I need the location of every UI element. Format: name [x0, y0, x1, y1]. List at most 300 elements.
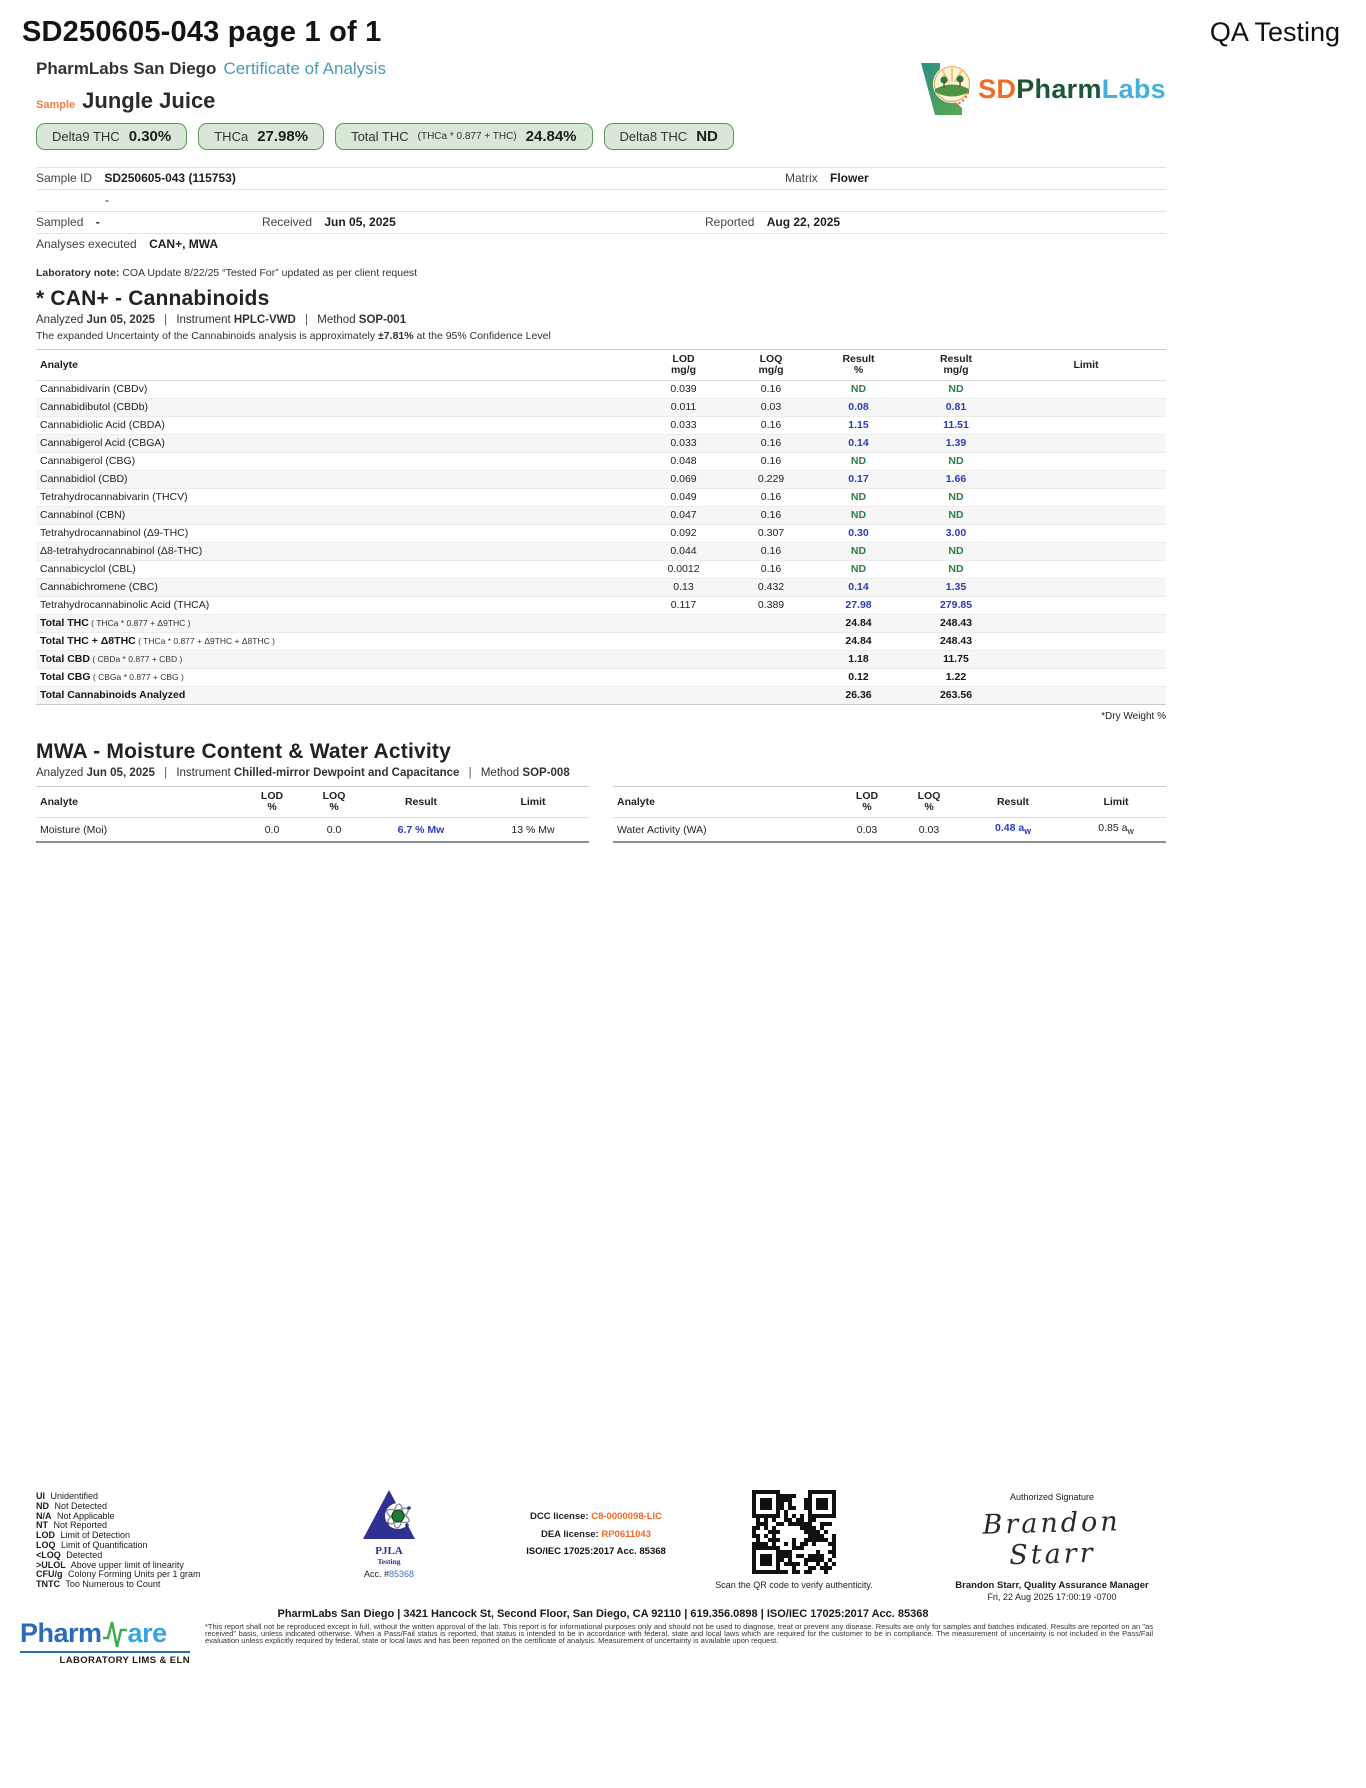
- analyte-name: Cannabidibutol (CBDb): [40, 401, 148, 413]
- loq-cell: 0.16: [731, 417, 811, 435]
- dcc-license-value: C8-0000098-LIC: [591, 1511, 662, 1522]
- header-line: %: [267, 801, 277, 813]
- limit-cell: [1006, 435, 1166, 453]
- pharmware-logo: [20, 1618, 190, 1666]
- pharmware-wave-icon: [102, 1618, 128, 1650]
- mwa-table-left: [36, 786, 589, 843]
- result-pct-cell: 24.84: [811, 633, 906, 651]
- cannabinoids-section-title: * CAN+ - Cannabinoids: [36, 287, 270, 310]
- header-line: LOD: [855, 790, 879, 802]
- logo-pharm-text: Pharm: [1016, 73, 1102, 104]
- result-mg-cell: ND: [906, 543, 1006, 561]
- certificate-header: [36, 59, 1166, 79]
- corner-label: QA Testing: [1209, 17, 1340, 47]
- column-header-analyte: Analyte: [36, 350, 636, 381]
- dcc-license-label: DCC license:: [529, 1511, 589, 1522]
- footer: [0, 1488, 1366, 1728]
- lod-cell: 0.033: [636, 417, 731, 435]
- analyte-cell: [36, 687, 636, 705]
- column-header-result: Result: [365, 787, 477, 818]
- analyzed-value: Jun 05, 2025: [86, 767, 155, 779]
- table-header-row: [36, 350, 1166, 381]
- limit-cell: [1006, 543, 1166, 561]
- limit-cell: [1006, 579, 1166, 597]
- lod-cell: 0.0012: [636, 561, 731, 579]
- lod-cell: [636, 687, 731, 705]
- result-pct-cell: 1.15: [811, 417, 906, 435]
- lod-cell: [636, 669, 731, 687]
- analyte-name: Cannabidiol (CBD): [40, 473, 128, 485]
- result-value: 0.48: [994, 822, 1016, 834]
- analyte-name: Δ8-tetrahydrocannabinol (Δ8-THC): [40, 545, 203, 557]
- pill-value: 0.30%: [128, 128, 172, 145]
- legend-item: TNTC Too Numerous to Count: [36, 1579, 161, 1590]
- header-line: %: [924, 801, 934, 813]
- table-row: [36, 561, 1166, 579]
- sampled-value: -: [95, 215, 100, 229]
- loq-cell: [731, 669, 811, 687]
- loq-cell: 0.03: [898, 818, 960, 843]
- sample-name: Jungle Juice: [82, 88, 216, 113]
- analyte-name: Cannabigerol (CBG): [40, 455, 136, 467]
- limit-cell: [1006, 525, 1166, 543]
- result-mg-cell: ND: [906, 381, 1006, 399]
- top-bar: [0, 0, 1366, 49]
- table-row: [36, 579, 1166, 597]
- loq-cell: 0.16: [731, 381, 811, 399]
- header-line: mg/g: [943, 364, 969, 376]
- result-mg-cell: ND: [906, 489, 1006, 507]
- loq-cell: 0.16: [731, 453, 811, 471]
- result-mg-cell: 248.43: [906, 633, 1006, 651]
- analyte-cell: [36, 633, 636, 651]
- lod-cell: 0.13: [636, 579, 731, 597]
- pill-label: Delta9 THC: [52, 129, 120, 144]
- laboratory-note: [36, 267, 1166, 279]
- meta-row-dates: [36, 212, 1166, 234]
- loq-cell: 0.16: [731, 561, 811, 579]
- table-row: [613, 818, 1166, 843]
- loq-cell: 0.16: [731, 543, 811, 561]
- loq-cell: 0.16: [731, 489, 811, 507]
- lod-cell: 0.048: [636, 453, 731, 471]
- analyte-name: Total CBD: [40, 653, 90, 665]
- result-mg-cell: 11.75: [906, 651, 1006, 669]
- analyte-name: Total THC + Δ8THC: [40, 635, 136, 647]
- pjla-accreditation: [333, 1488, 445, 1579]
- disclaimer-text: *This report shall not be reproduced except in full, without the written approval of the lab. This report is for informational purposes only and should not be used to diagnose, treat or prevent any disease. Results are only for samples and batches indicated. Results are reported on an "as received" basis, unless indicated otherwise. When a Pass/Fail status is reported, that status is intended to be in accordance with federal, state and local laws which are required for the customer to be in compliance. The measurement of uncertainty is not included in the Pass/Fail evaluation unless explicitly required by federal, state or local laws and has been reported on the certificate of analysis. Measurement of uncertainty is available upon request.: [205, 1622, 1153, 1646]
- column-header-lod: [241, 787, 303, 818]
- table-header-row: [613, 787, 1166, 818]
- signature-script: Brandon Starr: [982, 1506, 1122, 1572]
- sample-id-label: Sample ID: [36, 171, 93, 185]
- pill-total-thc: [335, 123, 592, 150]
- table-row: [36, 471, 1166, 489]
- legend-item: LOD Limit of Detection: [36, 1530, 131, 1541]
- column-header-result-pct: [811, 350, 906, 381]
- lod-cell: 0.033: [636, 435, 731, 453]
- limit-cell: [1006, 471, 1166, 489]
- table-row: [36, 417, 1166, 435]
- result-mg-cell: 1.39: [906, 435, 1006, 453]
- cannabinoid-table-body: [36, 381, 1166, 705]
- pharmware-part2: are: [127, 1618, 167, 1648]
- method-value: SOP-001: [358, 314, 407, 326]
- matrix-label: Matrix: [785, 171, 818, 185]
- pill-thca: [198, 123, 324, 150]
- header-line: Result: [842, 353, 875, 365]
- result-mg-cell: ND: [906, 507, 1006, 525]
- table-row: [36, 507, 1166, 525]
- pill-formula: (THCa * 0.877 + THC): [417, 131, 517, 142]
- column-header-analyte: Analyte: [36, 787, 241, 818]
- pill-value: 27.98%: [257, 128, 309, 145]
- column-header-lod: [636, 350, 731, 381]
- table-row: [36, 597, 1166, 615]
- received-group: [262, 212, 396, 233]
- cannabinoids-info-line: [36, 314, 1166, 326]
- pill-value: 24.84%: [525, 128, 577, 145]
- sample-label: Sample: [36, 99, 76, 111]
- pill-label: Total THC: [351, 129, 409, 144]
- analyte-cell: [36, 615, 636, 633]
- matrix-value: Flower: [830, 171, 869, 185]
- analyte-cell: [36, 453, 636, 471]
- uncertainty-line: [36, 330, 1166, 342]
- analyte-cell: Moisture (Moi): [36, 818, 241, 843]
- dea-license-label: DEA license:: [540, 1528, 599, 1540]
- table-row: [36, 687, 1166, 705]
- sample-id-value: SD250605-043 (115753): [104, 171, 236, 185]
- result-mg-cell: 1.66: [906, 471, 1006, 489]
- table-row: [36, 489, 1166, 507]
- result-cell: [960, 818, 1066, 843]
- lod-cell: [636, 633, 731, 651]
- blank-value: -: [105, 193, 109, 207]
- lod-cell: 0.03: [836, 818, 898, 843]
- result-mg-cell: 0.81: [906, 399, 1006, 417]
- mwa-table-right: [613, 786, 1166, 843]
- limit-cell: [1006, 615, 1166, 633]
- meta-row-blank: [36, 190, 1166, 212]
- result-pct-cell: ND: [811, 381, 906, 399]
- lod-cell: 0.047: [636, 507, 731, 525]
- analyzed-label: Analyzed: [36, 767, 84, 779]
- summary-pills: [36, 123, 1166, 150]
- separator: |: [164, 767, 168, 779]
- pharmware-subtitle: LABORATORY LIMS & ELN: [59, 1655, 190, 1666]
- doc-type: Certificate of Analysis: [223, 59, 386, 78]
- analyte-cell: [36, 561, 636, 579]
- header-line: mg/g: [758, 364, 784, 376]
- logo-labs-text: Labs: [1101, 73, 1166, 104]
- limit-cell: [1006, 453, 1166, 471]
- table-row: [36, 525, 1166, 543]
- column-header-lod: [836, 787, 898, 818]
- loq-cell: [731, 615, 811, 633]
- column-header-result: Result: [960, 787, 1066, 818]
- analyte-cell: [36, 381, 636, 399]
- table-row: [36, 399, 1166, 417]
- analyte-name: Cannabichromene (CBC): [40, 581, 158, 593]
- analyses-value: CAN+, MWA: [149, 237, 219, 251]
- result-pct-cell: 1.18: [811, 651, 906, 669]
- header-line: LOQ: [759, 353, 783, 365]
- pharmware-part1: Pharm: [20, 1618, 102, 1648]
- result-mg-cell: 11.51: [906, 417, 1006, 435]
- qr-caption: Scan the QR code to verify authenticity.: [715, 1580, 873, 1590]
- loq-cell: 0.307: [731, 525, 811, 543]
- result-pct-cell: 26.36: [811, 687, 906, 705]
- result-pct-cell: ND: [811, 489, 906, 507]
- separator: |: [305, 314, 309, 326]
- result-mg-cell: 248.43: [906, 615, 1006, 633]
- result-mg-cell: 279.85: [906, 597, 1006, 615]
- result-pct-cell: ND: [811, 453, 906, 471]
- reported-label: Reported: [705, 215, 755, 229]
- pjla-logo-icon: [360, 1488, 418, 1542]
- analyte-cell: [36, 399, 636, 417]
- pill-delta9-thc: [36, 123, 187, 150]
- legend-item: NT Not Reported: [36, 1520, 108, 1531]
- result-pct-cell: 0.14: [811, 435, 906, 453]
- column-header-limit: Limit: [477, 787, 589, 818]
- column-header-limit: Limit: [1066, 787, 1166, 818]
- mwa-info-line: [36, 767, 1166, 779]
- analyte-name: Cannabinol (CBN): [40, 509, 126, 521]
- analyte-cell: [36, 651, 636, 669]
- column-header-loq: [898, 787, 960, 818]
- result-unit: $a_w$: [1018, 822, 1031, 837]
- analyte-name: Total Cannabinoids Analyzed: [40, 689, 186, 701]
- iso-accreditation-line: ISO/IEC 17025:2017 Acc. 85368: [526, 1546, 666, 1557]
- analyte-formula: ( CBGa * 0.877 + CBG ): [90, 672, 184, 682]
- limit-cell: [1006, 561, 1166, 579]
- received-label: Received: [262, 215, 313, 229]
- mwa-tables: [36, 786, 1166, 843]
- analyte-cell: [36, 543, 636, 561]
- table-row: [36, 543, 1166, 561]
- result-pct-cell: ND: [811, 561, 906, 579]
- lod-cell: 0.092: [636, 525, 731, 543]
- header-line: LOD: [260, 790, 284, 802]
- analyte-cell: [36, 471, 636, 489]
- dea-license-value: RP0611043: [601, 1528, 652, 1540]
- column-header-analyte: Analyte: [613, 787, 836, 818]
- lod-cell: 0.011: [636, 399, 731, 417]
- sampled-label: Sampled: [36, 215, 84, 229]
- qr-code-box: [752, 1490, 836, 1574]
- analyte-name: Tetrahydrocannabinol (Δ9-THC): [40, 527, 189, 539]
- analyte-name: Tetrahydrocannabivarin (THCV): [40, 491, 188, 503]
- result-mg-cell: 263.56: [906, 687, 1006, 705]
- pharmware-wordmark: [20, 1618, 190, 1653]
- analyte-cell: [36, 507, 636, 525]
- lod-cell: [636, 615, 731, 633]
- limit-cell: [1006, 417, 1166, 435]
- result-mg-cell: 1.35: [906, 579, 1006, 597]
- column-header-loq: [303, 787, 365, 818]
- loq-cell: 0.0: [303, 818, 365, 843]
- table-row: [36, 669, 1166, 687]
- analyte-name: Cannabigerol Acid (CBGA): [40, 437, 165, 449]
- loq-cell: 0.389: [731, 597, 811, 615]
- limit-cell: [1006, 399, 1166, 417]
- limit-cell: [1006, 633, 1166, 651]
- limit-cell: [1006, 651, 1166, 669]
- loq-cell: [731, 651, 811, 669]
- limit-cell: [1006, 381, 1166, 399]
- uncertainty-value: ±7.81%: [378, 330, 414, 342]
- analyte-cell: Water Activity (WA): [613, 818, 836, 843]
- meta-row-sample-id: [36, 168, 1166, 190]
- signature-heading: Authorized Signature: [1009, 1492, 1095, 1502]
- table-row: [36, 651, 1166, 669]
- table-row: [36, 435, 1166, 453]
- header-line: %: [862, 801, 872, 813]
- dry-weight-note: *Dry Weight %: [1101, 711, 1166, 722]
- analyte-name: Total THC: [40, 617, 89, 629]
- page-title: SD250605-043 page 1 of 1: [22, 16, 382, 48]
- logo-sd-text: SD: [978, 73, 1017, 104]
- lab-note-text: COA Update 8/22/25 “Tested For” updated as per client request: [122, 267, 418, 279]
- analyte-name: Cannabicyclol (CBL): [40, 563, 136, 575]
- loq-cell: 0.432: [731, 579, 811, 597]
- analyses-label: Analyses executed: [36, 237, 137, 251]
- loq-cell: [731, 687, 811, 705]
- separator: |: [468, 767, 472, 779]
- lod-cell: 0.039: [636, 381, 731, 399]
- analyte-name: Cannabidiolic Acid (CBDA): [40, 419, 165, 431]
- result-pct-cell: ND: [811, 507, 906, 525]
- instrument-value: HPLC-VWD: [233, 314, 296, 326]
- loq-cell: 0.16: [731, 507, 811, 525]
- reported-group: [705, 212, 840, 233]
- legend-item: UI Unidentified: [36, 1491, 99, 1501]
- result-mg-cell: 1.22: [906, 669, 1006, 687]
- instrument-label: Instrument: [176, 314, 231, 326]
- pjla-accreditation-number: Acc. #85368: [363, 1569, 415, 1579]
- analyte-cell: [36, 669, 636, 687]
- legend-item: ND Not Detected: [36, 1500, 108, 1511]
- instrument-value: Chilled-mirror Dewpoint and Capacitance: [233, 767, 460, 779]
- limit-unit: $a_w$: [1121, 822, 1134, 837]
- cannabinoids-table: [36, 349, 1166, 705]
- legend-item: CFU/g Colony Forming Units per 1 gram: [36, 1569, 201, 1580]
- dea-license-line: [498, 1526, 694, 1544]
- lod-cell: 0.044: [636, 543, 731, 561]
- analyte-name: Total CBG: [40, 671, 91, 683]
- signature-datetime: Fri, 22 Aug 2025 17:00:19 -0700: [987, 1592, 1117, 1602]
- column-header-result-mg: [906, 350, 1006, 381]
- limit-cell: [1006, 597, 1166, 615]
- lab-address-line: PharmLabs San Diego | 3421 Hancock St, Second Floor, San Diego, CA 92110 | 619.356.0898 | ISO/IEC 17025:2017 Acc. 85368: [277, 1608, 929, 1620]
- header-line: LOQ: [322, 790, 346, 802]
- pill-delta8-thc: [604, 123, 734, 150]
- legend-item: >ULOL Above upper limit of linearity: [36, 1559, 184, 1570]
- result-pct-cell: 27.98: [811, 597, 906, 615]
- sample-row: [36, 88, 1166, 114]
- limit-cell: [1006, 507, 1166, 525]
- mwa-section-title: MWA - Moisture Content & Water Activity: [36, 740, 451, 763]
- analyzed-value: Jun 05, 2025: [86, 314, 155, 326]
- legend-item: <LOQ Detected: [36, 1549, 103, 1560]
- lod-cell: 0.0: [241, 818, 303, 843]
- legend-item: LOQ Limit of Quantification: [36, 1539, 148, 1550]
- header-line: %: [853, 364, 864, 376]
- analyte-cell: [36, 417, 636, 435]
- signer-name-title: Brandon Starr, Quality Assurance Manager: [955, 1580, 1149, 1591]
- column-header-limit: Limit: [1006, 350, 1166, 381]
- result-mg-cell: ND: [906, 561, 1006, 579]
- lod-cell: 0.117: [636, 597, 731, 615]
- result-pct-cell: 0.30: [811, 525, 906, 543]
- limit-cell: [1066, 818, 1166, 843]
- pjla-sub: Testing: [377, 1557, 401, 1566]
- analyte-cell: [36, 525, 636, 543]
- method-label: Method: [317, 314, 356, 326]
- result-pct-cell: 0.08: [811, 399, 906, 417]
- uncertainty-suffix: at the 95% Confidence Level: [416, 330, 551, 342]
- received-value: Jun 05, 2025: [324, 215, 396, 229]
- header-line: LOQ: [917, 790, 941, 802]
- analyte-cell: [36, 597, 636, 615]
- result-pct-cell: 0.12: [811, 669, 906, 687]
- method-value: SOP-008: [522, 767, 570, 779]
- result-pct-cell: 24.84: [811, 615, 906, 633]
- header-line: %: [329, 801, 339, 813]
- result-pct-cell: ND: [811, 543, 906, 561]
- analyte-cell: [36, 435, 636, 453]
- analyte-formula: ( CBDa * 0.877 + CBD ): [89, 654, 183, 664]
- result-pct-cell: 0.14: [811, 579, 906, 597]
- table-row: [36, 381, 1166, 399]
- separator: |: [164, 314, 168, 326]
- loq-cell: [731, 633, 811, 651]
- legend-list: [36, 1492, 201, 1590]
- analyte-cell: [36, 489, 636, 507]
- dcc-license-line: [498, 1508, 694, 1526]
- pjla-name: PJLA: [375, 1545, 403, 1557]
- loq-cell: 0.03: [731, 399, 811, 417]
- limit-cell: [1006, 489, 1166, 507]
- lod-cell: 0.069: [636, 471, 731, 489]
- header-line: Result: [939, 353, 973, 365]
- analyte-formula: ( THCa * 0.877 + Δ9THC + Δ8THC ): [135, 636, 275, 646]
- signature-block: [928, 1492, 1176, 1602]
- analyte-name: Tetrahydrocannabinolic Acid (THCA): [40, 599, 210, 611]
- uncertainty-prefix: The expanded Uncertainty of the Cannabinoids analysis is approximately: [36, 330, 376, 342]
- header-line: LOD: [672, 353, 695, 365]
- analyte-name: Cannabidivarin (CBDv): [40, 383, 148, 395]
- header-line: mg/g: [670, 364, 697, 376]
- lab-name: PharmLabs San Diego: [36, 59, 217, 78]
- meta-row-analyses: [36, 234, 1166, 255]
- result-pct-cell: 0.17: [811, 471, 906, 489]
- pill-label: Delta8 THC: [619, 129, 688, 144]
- lod-cell: [636, 651, 731, 669]
- limit-cell: 13 % Mw: [477, 818, 589, 843]
- limit-cell: [1006, 669, 1166, 687]
- pill-value: ND: [696, 128, 718, 145]
- result-cell: 6.7 % Mw: [365, 818, 477, 843]
- reported-value: Aug 22, 2025: [766, 215, 841, 229]
- lod-cell: 0.049: [636, 489, 731, 507]
- qr-code: [752, 1490, 836, 1574]
- loq-cell: 0.16: [731, 435, 811, 453]
- document-body: [36, 59, 1166, 843]
- limit-value: 0.85: [1098, 822, 1119, 834]
